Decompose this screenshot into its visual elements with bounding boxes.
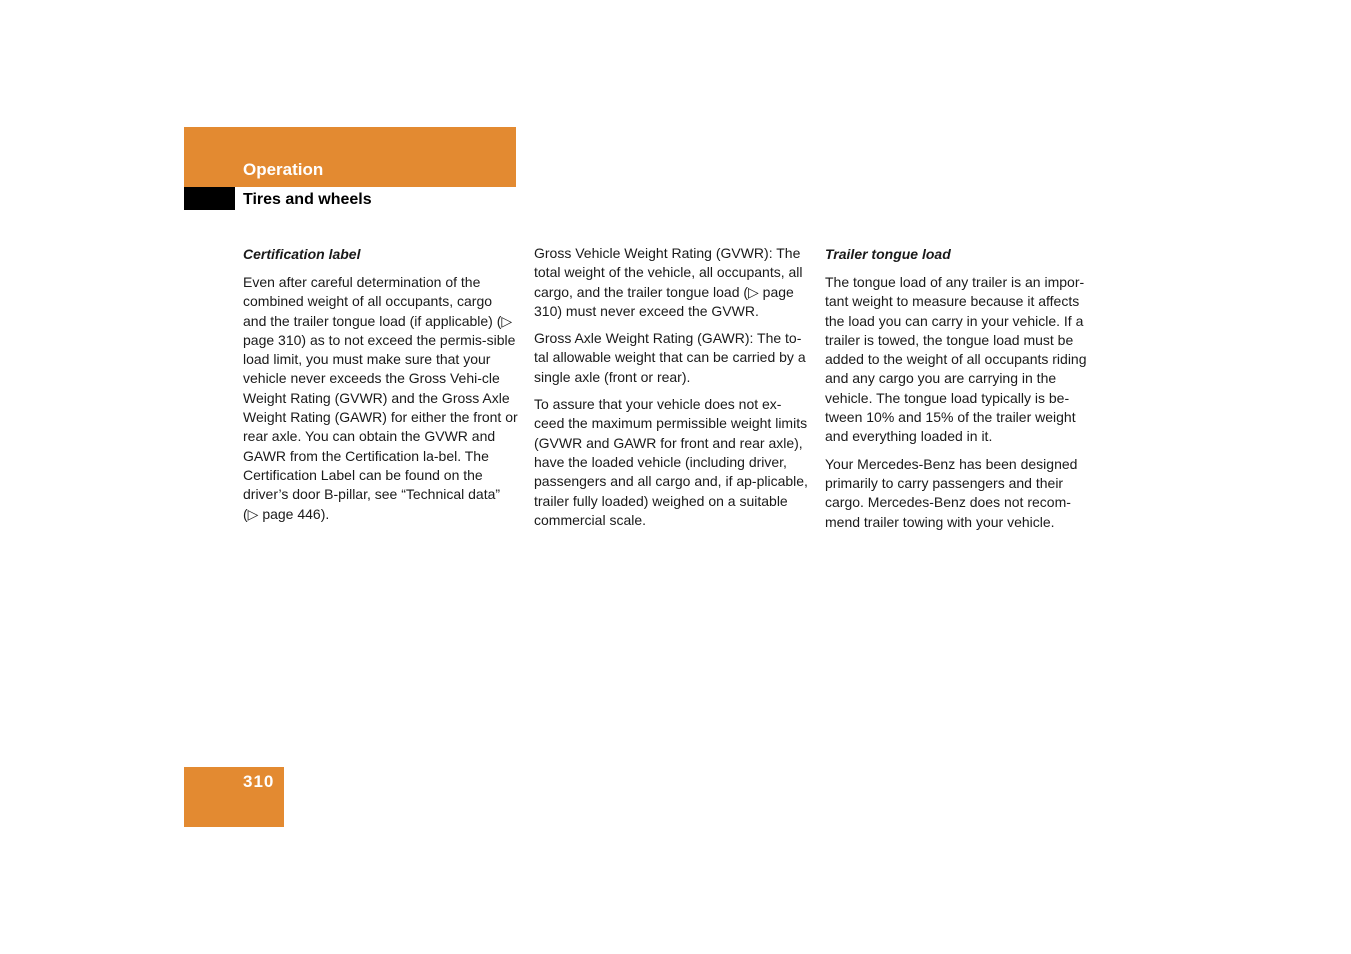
column-weight-ratings <box>534 244 810 538</box>
column-certification-label <box>243 244 519 532</box>
paragraph-weighing: To assure that your vehicle does not ex-ceed the maximum permissible weight limits (GVWR and GAWR for front and rear axle), have the loaded vehicle (including driver, passengers and all cargo and, if ap-plicable, trailer fully loaded) weighed on a suitable commercial scale. <box>534 396 808 528</box>
section-title: Operation <box>243 160 324 179</box>
subsection-title: Tires and wheels <box>243 191 372 208</box>
subsection-marker <box>184 187 235 210</box>
page-number: 310 <box>243 772 275 791</box>
paragraph-tongue-load: The tongue load of any trailer is an impor-tant weight to measure because it affects the load you can carry in your vehicle. If a trailer is towed, the tongue load must be added to the weight of all occupants riding and any cargo you are carrying in the vehicle. The tongue load typically is be-tween 10% and 15% of the trailer weight and everything loaded in it. <box>825 274 1087 445</box>
paragraph: Even after careful determination of the combined weight of all occupants, cargo and the trailer tongue load (if applicable) (▷ page 310) as to not exceed the permis-sible load limit, you must make sure that your vehicle never exceeds the Gross Vehi-cle Weight Rating (GVWR) and the Gross Axle Weight Rating (GAWR) for either the front or rear axle. You can obtain the GVWR and GAWR from the Certification la-bel. The Certification Label can be found on the driver’s door B-pillar, see “Technical data” (▷ page 446). <box>243 274 518 522</box>
header-band <box>184 127 516 187</box>
heading-certification-label: Certification label <box>243 246 361 262</box>
paragraph-towing-note: Your Mercedes-Benz has been designed primarily to carry passengers and their cargo. Mercedes-Benz does not recom-mend trailer towing with your vehicle. <box>825 455 1078 530</box>
paragraph-gawr: Gross Axle Weight Rating (GAWR): The to-tal allowable weight that can be carried by a single axle (front or rear). <box>534 330 806 385</box>
paragraph-gvwr: Gross Vehicle Weight Rating (GVWR): The total weight of the vehicle, all occupants, all cargo, and the trailer tongue load (▷ page 310) must never exceed the GVWR. <box>534 245 803 319</box>
heading-trailer-tongue-load: Trailer tongue load <box>825 246 951 262</box>
column-trailer-tongue-load <box>825 244 1101 540</box>
